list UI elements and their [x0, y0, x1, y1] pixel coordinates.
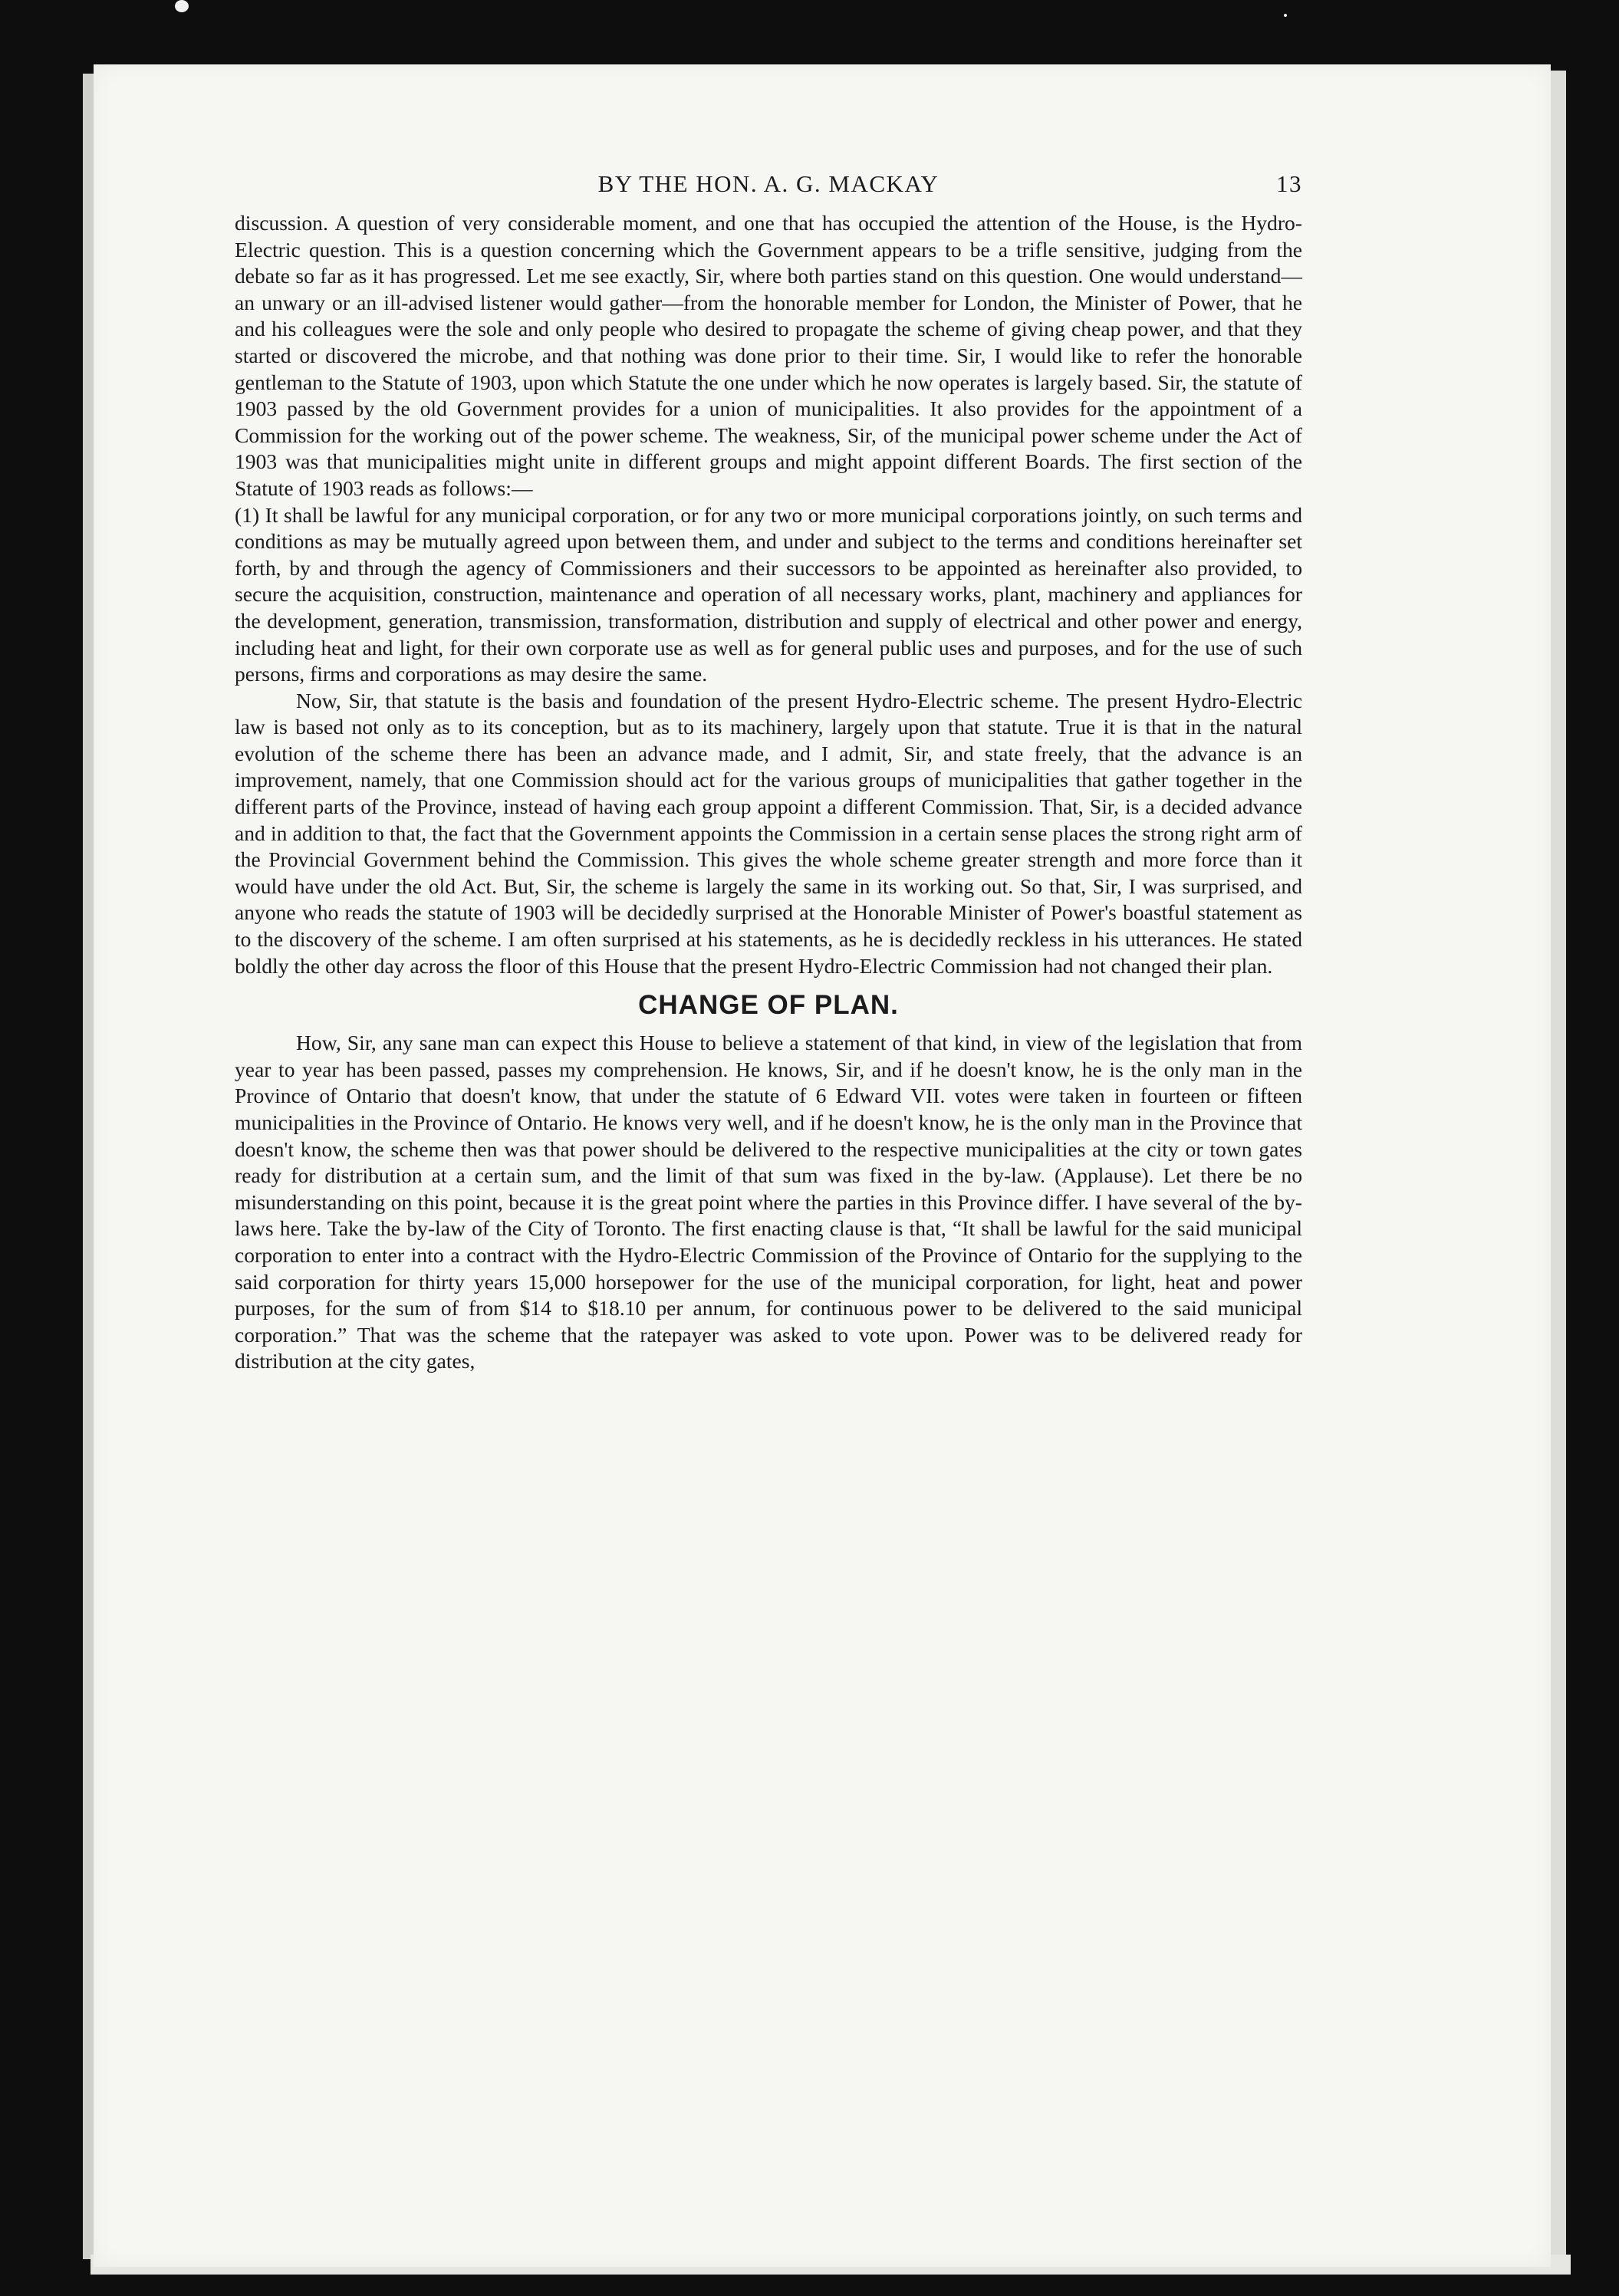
- scan-speck: [175, 0, 189, 12]
- paragraph: How, Sir, any sane man can expect this House to believe a statement of that kind, in view of the legislation that from year to year has been passed, passes my comprehension. He knows, Sir, and if he doesn't know, he is the only man in the Province of Ontario that doesn't know, that under the statute of 6 Edward VII. votes were taken in fourteen or fifteen municipalities in the Province of Ontario. He knows very well, and if he doesn't know, he is the only man in the Province that doesn't know, the scheme then was that power should be delivered to the respective municipalities at the city or town gates ready for distribution at a certain sum, and the limit of that sum was fixed in the by-law. (Applause). Let there be no misunderstanding on this point, because it is the great point where the parties in this Province differ. I have several of the by-laws here. Take the by-law of the City of Toronto. The first enacting clause is that, “It shall be lawful for the said municipal corporation to enter into a contract with the Hydro-Electric Commission of the Province of Ontario for the supplying to the said corporation for thirty years 15,000 horsepower for the use of the municipal corporation, for light, heat and power purposes, for the sum of from $14 to $18.10 per annum, for continuous power to be delivered to the said municipal corporation.” That was the scheme that the ratepayer was asked to vote upon. Power was to be delivered ready for distribution at the city gates,: [235, 1031, 1302, 1373]
- page-left-edge: [83, 74, 94, 2259]
- paragraph: Now, Sir, that statute is the basis and foundation of the present Hydro-Electric scheme. The present Hydro-Electric law is based not only as to its conception, but as to its machinery, largely upon that statute. True it is that in the natural evolution of the scheme there has been an advance made, and I admit, Sir, and state freely, that the advance is an improvement, namely, that one Commission should act for the various groups of municipalities that gather together in the different parts of the Province, instead of having each group appoint a different Commission. That, Sir, is a decided advance and in addition to that, the fact that the Government appoints the Commission in a certain sense places the strong right arm of the Provincial Government behind the Commission. This gives the whole scheme greater strength and more force than it would have under the old Act. But, Sir, the scheme is largely the same in its working out. So that, Sir, I was surprised, and anyone who reads the statute of 1903 will be decidedly surprised at the Honorable Minister of Power's boastful statement as to the discovery of the scheme. I am often surprised at his statements, as he is decidedly reckless in his utterances. He stated boldly the other day across the floor of this House that the present Hydro-Electric Commission had not changed their plan.: [235, 688, 1302, 978]
- page-number: 13: [1276, 170, 1302, 197]
- running-head: [235, 170, 1302, 207]
- body-text: [235, 210, 1302, 1375]
- statute-quote: (1) It shall be lawful for any municipal corporation, or for any two or more municipal corporations jointly, on such terms and conditions as may be mutually agreed upon between them, and under and subject to the terms and conditions hereinafter set forth, by and through the agency of Commissioners and their successors to be appointed as hereinafter also provided, to secure the acquisition, construction, maintenance and operation of all necessary works, plant, machinery and appliances for the development, generation, transmission, transformation, distribution and supply of electrical and other power and energy, including heat and light, for their own corporate use as well as for general public uses and purposes, and for the use of such persons, firms and corporations as may desire the same.: [235, 502, 1302, 686]
- page-right-edge: [1549, 71, 1566, 2264]
- section-heading: CHANGE OF PLAN.: [638, 990, 899, 1021]
- running-title: BY THE HON. A. G. MACKAY: [597, 170, 939, 197]
- text-column: [235, 170, 1302, 1375]
- scan-speck: [1284, 14, 1287, 17]
- paragraph: discussion. A question of very considerable moment, and one that has occupied the attention of the House, is the Hydro-Electric question. This is a question concerning which the Government appears to be a trifle sensitive, judging from the debate so far as it has progressed. Let me see exactly, Sir, where both parties stand on this question. One would understand—an unwary or an ill-advised listener would gather—from the honorable member for London, the Minister of Power, that he and his colleagues were the sole and only people who desired to propagate the scheme of giving cheap power, and that they started or discovered the microbe, and that nothing was done prior to their time. Sir, I would like to refer the honorable gentleman to the Statute of 1903, upon which Statute the one under which he now operates is largely based. Sir, the statute of 1903 passed by the old Government provides for a union of municipalities. It also provides for the appointment of a Commission for the working out of the power scheme. The weakness, Sir, of the municipal power scheme under the Act of 1903 was that municipalities might unite in different groups and might appoint different Boards. The first section of the Statute of 1903 reads as follows:—: [235, 211, 1302, 500]
